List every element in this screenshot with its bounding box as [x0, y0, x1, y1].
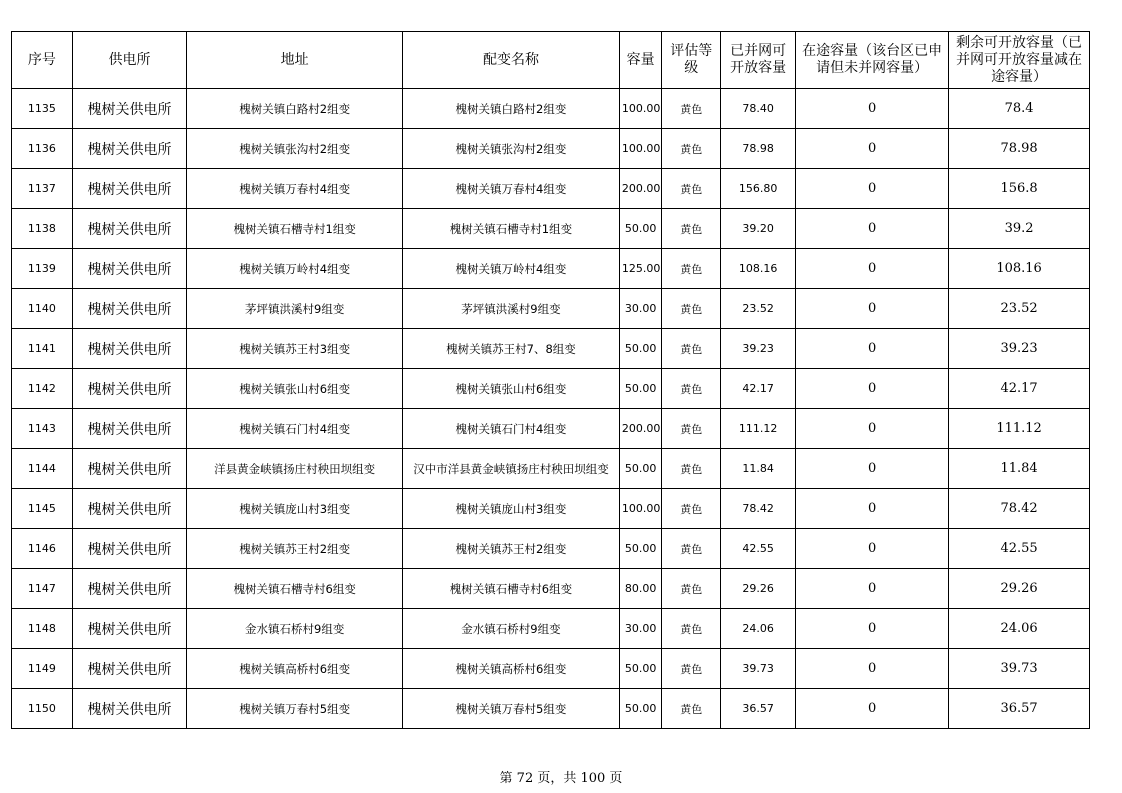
cell-rating: 黄色 — [662, 649, 721, 689]
cell-capacity: 50.00 — [619, 369, 662, 409]
header-remaining-capacity: 剩余可开放容量（已并网可开放容量减在途容量） — [949, 32, 1090, 89]
cell-capacity: 50.00 — [619, 689, 662, 729]
cell-connected-capacity: 36.57 — [721, 689, 796, 729]
cell-connected-capacity: 111.12 — [721, 409, 796, 449]
cell-seq: 1150 — [12, 689, 73, 729]
cell-pending-capacity: 0 — [796, 249, 949, 289]
cell-remaining-capacity: 39.73 — [949, 649, 1090, 689]
cell-rating: 黄色 — [662, 329, 721, 369]
cell-seq: 1135 — [12, 89, 73, 129]
cell-capacity: 100.00 — [619, 129, 662, 169]
cell-address: 槐树关镇苏王村2组变 — [187, 529, 403, 569]
cell-address: 槐树关镇庞山村3组变 — [187, 489, 403, 529]
cell-connected-capacity: 29.26 — [721, 569, 796, 609]
cell-pending-capacity: 0 — [796, 209, 949, 249]
cell-address: 槐树关镇张山村6组变 — [187, 369, 403, 409]
cell-transformer-name: 槐树关镇庞山村3组变 — [403, 489, 620, 529]
cell-connected-capacity: 156.80 — [721, 169, 796, 209]
cell-seq: 1145 — [12, 489, 73, 529]
header-row — [12, 32, 1090, 89]
cell-remaining-capacity: 39.2 — [949, 209, 1090, 249]
table-row — [12, 449, 1090, 489]
cell-remaining-capacity: 42.17 — [949, 369, 1090, 409]
cell-remaining-capacity: 42.55 — [949, 529, 1090, 569]
cell-transformer-name: 槐树关镇白路村2组变 — [403, 89, 620, 129]
cell-station: 槐树关供电所 — [72, 489, 186, 529]
cell-transformer-name: 槐树关镇万春村5组变 — [403, 689, 620, 729]
cell-seq: 1144 — [12, 449, 73, 489]
cell-rating: 黄色 — [662, 409, 721, 449]
cell-remaining-capacity: 156.8 — [949, 169, 1090, 209]
table-row — [12, 329, 1090, 369]
table-row — [12, 249, 1090, 289]
cell-transformer-name: 槐树关镇张沟村2组变 — [403, 129, 620, 169]
cell-address: 槐树关镇白路村2组变 — [187, 89, 403, 129]
cell-address: 槐树关镇万春村5组变 — [187, 689, 403, 729]
cell-capacity: 80.00 — [619, 569, 662, 609]
cell-capacity: 50.00 — [619, 209, 662, 249]
cell-seq: 1136 — [12, 129, 73, 169]
cell-address: 槐树关镇高桥村6组变 — [187, 649, 403, 689]
cell-connected-capacity: 108.16 — [721, 249, 796, 289]
cell-pending-capacity: 0 — [796, 289, 949, 329]
cell-transformer-name: 槐树关镇石门村4组变 — [403, 409, 620, 449]
cell-pending-capacity: 0 — [796, 649, 949, 689]
cell-station: 槐树关供电所 — [72, 449, 186, 489]
cell-address: 槐树关镇张沟村2组变 — [187, 129, 403, 169]
cell-rating: 黄色 — [662, 489, 721, 529]
table-row — [12, 489, 1090, 529]
cell-address: 槐树关镇石门村4组变 — [187, 409, 403, 449]
cell-station: 槐树关供电所 — [72, 289, 186, 329]
cell-remaining-capacity: 78.98 — [949, 129, 1090, 169]
cell-transformer-name: 槐树关镇高桥村6组变 — [403, 649, 620, 689]
cell-capacity: 50.00 — [619, 329, 662, 369]
cell-pending-capacity: 0 — [796, 529, 949, 569]
cell-rating: 黄色 — [662, 369, 721, 409]
cell-station: 槐树关供电所 — [72, 649, 186, 689]
cell-capacity: 125.00 — [619, 249, 662, 289]
header-address: 地址 — [187, 32, 403, 89]
cell-capacity: 30.00 — [619, 289, 662, 329]
cell-address: 金水镇石桥村9组变 — [187, 609, 403, 649]
header-seq: 序号 — [12, 32, 73, 89]
table-row — [12, 169, 1090, 209]
cell-rating: 黄色 — [662, 89, 721, 129]
cell-station: 槐树关供电所 — [72, 249, 186, 289]
cell-station: 槐树关供电所 — [72, 89, 186, 129]
cell-address: 洋县黄金峡镇扬庄村秧田坝组变 — [187, 449, 403, 489]
cell-address: 槐树关镇苏王村3组变 — [187, 329, 403, 369]
cell-remaining-capacity: 23.52 — [949, 289, 1090, 329]
cell-connected-capacity: 78.98 — [721, 129, 796, 169]
cell-capacity: 100.00 — [619, 89, 662, 129]
cell-transformer-name: 槐树关镇石槽寺村6组变 — [403, 569, 620, 609]
cell-remaining-capacity: 78.42 — [949, 489, 1090, 529]
cell-address: 槐树关镇万岭村4组变 — [187, 249, 403, 289]
cell-seq: 1149 — [12, 649, 73, 689]
cell-transformer-name: 槐树关镇苏王村2组变 — [403, 529, 620, 569]
cell-station: 槐树关供电所 — [72, 129, 186, 169]
cell-remaining-capacity: 108.16 — [949, 249, 1090, 289]
cell-station: 槐树关供电所 — [72, 529, 186, 569]
cell-station: 槐树关供电所 — [72, 329, 186, 369]
header-connected-capacity: 已并网可开放容量 — [721, 32, 796, 89]
table-row — [12, 409, 1090, 449]
cell-connected-capacity: 23.52 — [721, 289, 796, 329]
cell-station: 槐树关供电所 — [72, 609, 186, 649]
cell-transformer-name: 槐树关镇苏王村7、8组变 — [403, 329, 620, 369]
table-row — [12, 289, 1090, 329]
cell-transformer-name: 槐树关镇石槽寺村1组变 — [403, 209, 620, 249]
header-pending-capacity: 在途容量（该台区已申请但未并网容量） — [796, 32, 949, 89]
header-transformer-name: 配变名称 — [403, 32, 620, 89]
cell-capacity: 100.00 — [619, 489, 662, 529]
cell-station: 槐树关供电所 — [72, 569, 186, 609]
cell-rating: 黄色 — [662, 569, 721, 609]
cell-seq: 1147 — [12, 569, 73, 609]
cell-remaining-capacity: 11.84 — [949, 449, 1090, 489]
cell-pending-capacity: 0 — [796, 569, 949, 609]
table-row — [12, 369, 1090, 409]
cell-transformer-name: 金水镇石桥村9组变 — [403, 609, 620, 649]
cell-pending-capacity: 0 — [796, 489, 949, 529]
cell-capacity: 30.00 — [619, 609, 662, 649]
cell-seq: 1137 — [12, 169, 73, 209]
cell-remaining-capacity: 36.57 — [949, 689, 1090, 729]
cell-rating: 黄色 — [662, 249, 721, 289]
cell-address: 槐树关镇石槽寺村6组变 — [187, 569, 403, 609]
cell-address: 槐树关镇石槽寺村1组变 — [187, 209, 403, 249]
cell-connected-capacity: 42.17 — [721, 369, 796, 409]
cell-capacity: 200.00 — [619, 409, 662, 449]
cell-remaining-capacity: 111.12 — [949, 409, 1090, 449]
capacity-table — [11, 31, 1090, 729]
table-row — [12, 209, 1090, 249]
table-row — [12, 609, 1090, 649]
cell-connected-capacity: 39.73 — [721, 649, 796, 689]
cell-connected-capacity: 11.84 — [721, 449, 796, 489]
cell-rating: 黄色 — [662, 609, 721, 649]
cell-connected-capacity: 42.55 — [721, 529, 796, 569]
header-rating: 评估等级 — [662, 32, 721, 89]
cell-seq: 1138 — [12, 209, 73, 249]
cell-connected-capacity: 39.23 — [721, 329, 796, 369]
table-row — [12, 129, 1090, 169]
cell-connected-capacity: 24.06 — [721, 609, 796, 649]
cell-station: 槐树关供电所 — [72, 369, 186, 409]
cell-pending-capacity: 0 — [796, 609, 949, 649]
cell-pending-capacity: 0 — [796, 369, 949, 409]
cell-pending-capacity: 0 — [796, 129, 949, 169]
cell-rating: 黄色 — [662, 209, 721, 249]
cell-seq: 1143 — [12, 409, 73, 449]
cell-pending-capacity: 0 — [796, 449, 949, 489]
cell-pending-capacity: 0 — [796, 89, 949, 129]
page-number: 第 72 页，共 100 页 — [499, 771, 623, 786]
cell-capacity: 200.00 — [619, 169, 662, 209]
cell-connected-capacity: 78.42 — [721, 489, 796, 529]
table-row — [12, 569, 1090, 609]
cell-rating: 黄色 — [662, 169, 721, 209]
cell-transformer-name: 茅坪镇洪溪村9组变 — [403, 289, 620, 329]
cell-pending-capacity: 0 — [796, 329, 949, 369]
cell-rating: 黄色 — [662, 289, 721, 329]
cell-transformer-name: 槐树关镇张山村6组变 — [403, 369, 620, 409]
cell-connected-capacity: 39.20 — [721, 209, 796, 249]
cell-seq: 1141 — [12, 329, 73, 369]
cell-address: 茅坪镇洪溪村9组变 — [187, 289, 403, 329]
cell-seq: 1148 — [12, 609, 73, 649]
cell-transformer-name: 槐树关镇万春村4组变 — [403, 169, 620, 209]
cell-transformer-name: 汉中市洋县黄金峡镇扬庄村秧田坝组变 — [403, 449, 620, 489]
cell-pending-capacity: 0 — [796, 409, 949, 449]
cell-transformer-name: 槐树关镇万岭村4组变 — [403, 249, 620, 289]
cell-station: 槐树关供电所 — [72, 169, 186, 209]
cell-address: 槐树关镇万春村4组变 — [187, 169, 403, 209]
cell-pending-capacity: 0 — [796, 169, 949, 209]
cell-rating: 黄色 — [662, 449, 721, 489]
cell-remaining-capacity: 39.23 — [949, 329, 1090, 369]
header-capacity: 容量 — [619, 32, 662, 89]
cell-capacity: 50.00 — [619, 449, 662, 489]
cell-rating: 黄色 — [662, 529, 721, 569]
cell-seq: 1146 — [12, 529, 73, 569]
cell-seq: 1142 — [12, 369, 73, 409]
cell-station: 槐树关供电所 — [72, 409, 186, 449]
header-station: 供电所 — [72, 32, 186, 89]
table-row — [12, 529, 1090, 569]
cell-seq: 1139 — [12, 249, 73, 289]
cell-rating: 黄色 — [662, 129, 721, 169]
cell-remaining-capacity: 24.06 — [949, 609, 1090, 649]
cell-pending-capacity: 0 — [796, 689, 949, 729]
cell-remaining-capacity: 29.26 — [949, 569, 1090, 609]
cell-capacity: 50.00 — [619, 649, 662, 689]
table-row — [12, 689, 1090, 729]
cell-capacity: 50.00 — [619, 529, 662, 569]
cell-station: 槐树关供电所 — [72, 689, 186, 729]
cell-remaining-capacity: 78.4 — [949, 89, 1090, 129]
cell-seq: 1140 — [12, 289, 73, 329]
table-row — [12, 649, 1090, 689]
cell-rating: 黄色 — [662, 689, 721, 729]
table-row — [12, 89, 1090, 129]
cell-connected-capacity: 78.40 — [721, 89, 796, 129]
cell-station: 槐树关供电所 — [72, 209, 186, 249]
